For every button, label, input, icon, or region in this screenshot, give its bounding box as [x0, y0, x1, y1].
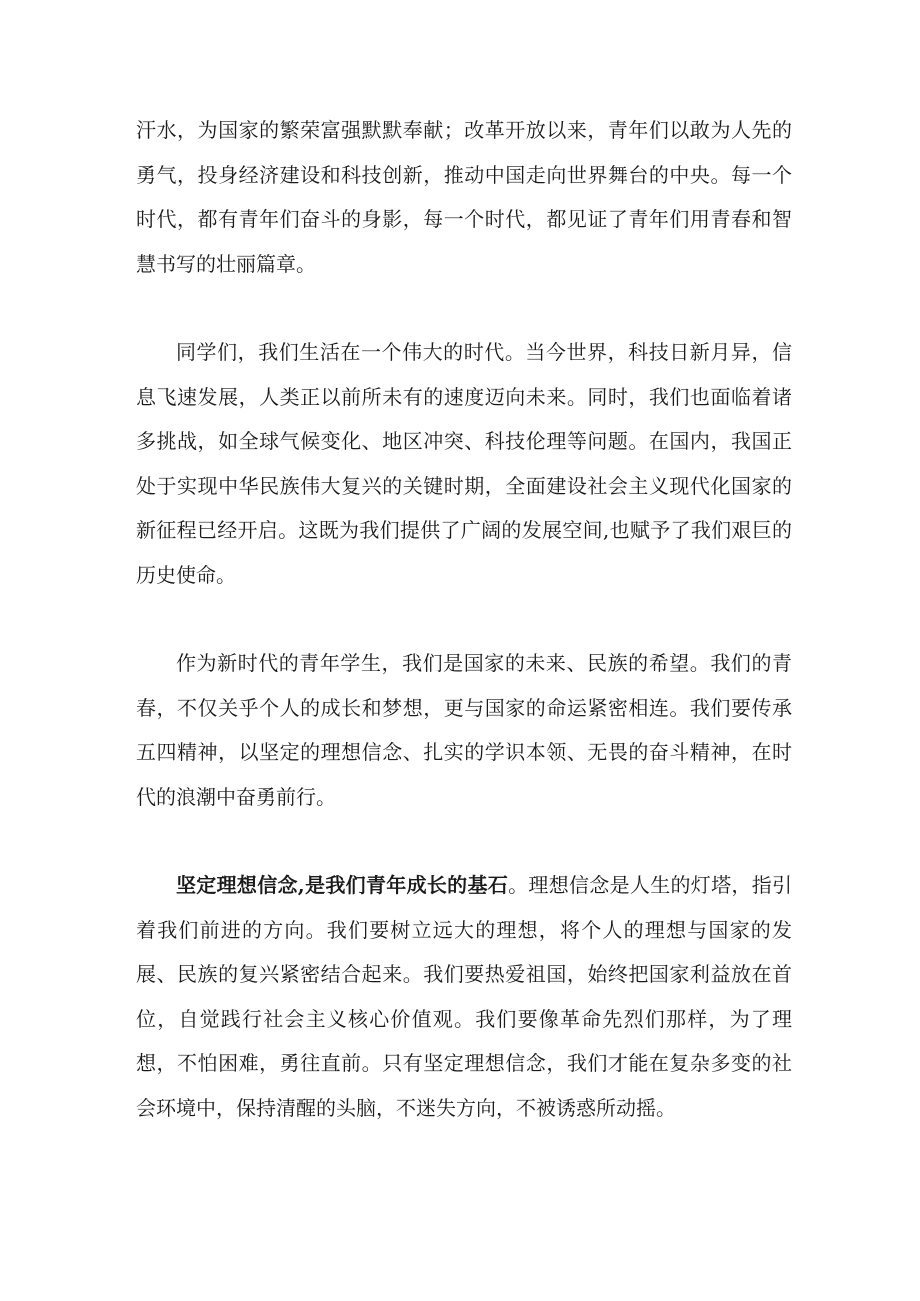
paragraph-1 [136, 108, 792, 286]
paragraph-2-text: 同学们，我们生活在一个伟大的时代。当今世界，科技日新月异，信息飞速发展，人类正以前所未有的速度迈向未来。同时，我们也面临着诸多挑战，如全球气候变化、地区冲突、科技伦理等问题。在国内，我国正处于实现中华民族伟大复兴的关键时期，全面建设社会主义现代化国家的新征程已经开启。这既为我们提供了广阔的发展空间,也赋予了我们艰巨的历史使命。 [136, 340, 792, 587]
paragraph-3-text: 作为新时代的青年学生，我们是国家的未来、民族的希望。我们的青春，不仅关乎个人的成长和梦想，更与国家的命运紧密相连。我们要传承五四精神，以坚定的理想信念、扎实的学识本领、无畏的奋斗精神，在时代的浪潮中奋勇前行。 [136, 651, 792, 809]
paragraph-1-text: 汗水，为国家的繁荣富强默默奉献；改革开放以来，青年们以敢为人先的勇气，投身经济建设和科技创新，推动中国走向世界舞台的中央。每一个时代，都有青年们奋斗的身影，每一个时代，都见证了青年们用青春和智慧书写的壮丽篇章。 [136, 118, 792, 276]
paragraph-3 [136, 641, 792, 819]
paragraph-4-text: 。理想信念是人生的灯塔，指引着我们前进的方向。我们要树立远大的理想，将个人的理想与国家的发展、民族的复兴紧密结合起来。我们要热爱祖国，始终把国家利益放在首位，自觉践行社会主义核心价值观。我们要像革命先烈们那样，为了理想，不怕困难，勇往直前。只有坚定理想信念，我们才能在复杂多变的社会环境中，保持清醒的头脑，不迷失方向，不被诱惑所动摇。 [136, 873, 793, 1120]
paragraph-4 [136, 863, 792, 1130]
paragraph-2 [136, 330, 792, 597]
paragraph-4-lead: 坚定理想信念,是我们青年成长的基石 [176, 873, 509, 897]
document-body [136, 108, 792, 1174]
